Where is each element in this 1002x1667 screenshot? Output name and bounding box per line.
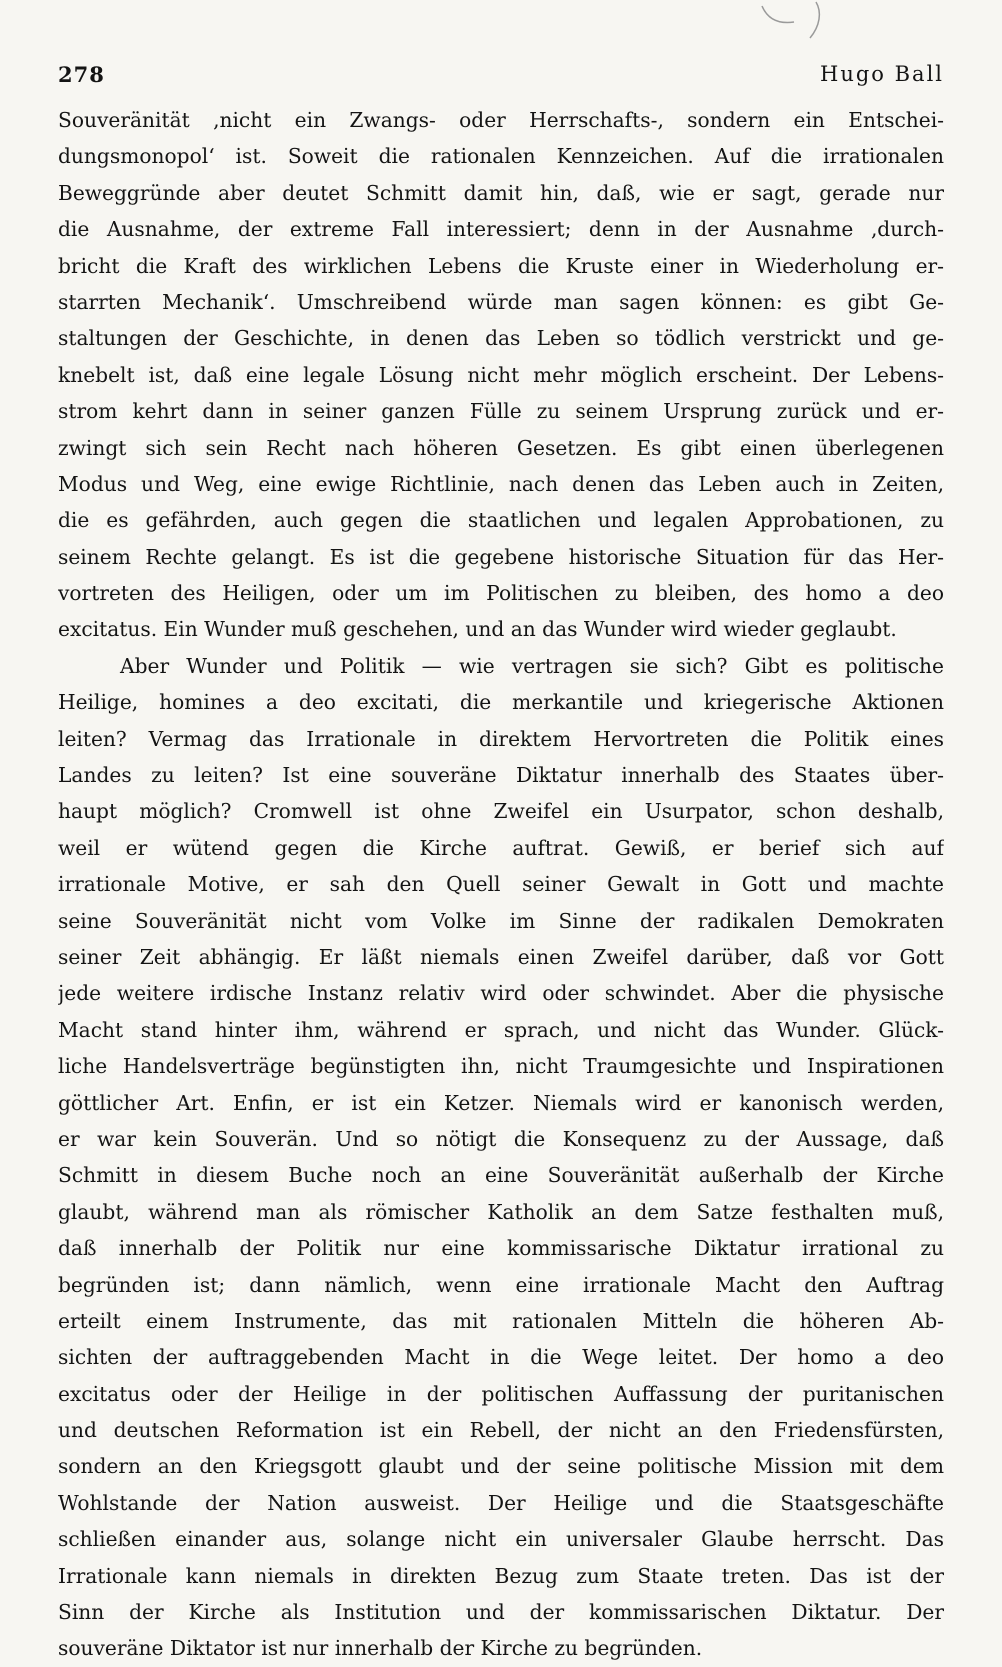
text-line: und deutschen Reformation ist ein Rebell, der nicht an den Friedensfürsten,	[58, 1418, 944, 1443]
text-line: schließen einander aus, solange nicht ein universaler Glaube herrscht. Das	[58, 1527, 944, 1552]
text-line: leiten? Vermag das Irrationale in direktem Hervortreten die Politik eines	[58, 726, 944, 751]
text-line: die es gefährden, auch gegen die staatlichen und legalen Approbationen, zu	[58, 508, 944, 533]
text-line: haupt möglich? Cromwell ist ohne Zweifel ein Usurpator, schon deshalb,	[58, 799, 944, 824]
text-line: er war kein Souverän. Und so nötigt die Konsequenz zu der Aussage, daß	[58, 1126, 944, 1151]
text-line: Macht stand hinter ihm, während er sprach, und nicht das Wunder. Glück-	[58, 1017, 944, 1042]
text-line: Sinn der Kirche als Institution und der kommissarischen Diktatur. Der	[58, 1600, 944, 1625]
text-line: göttlicher Art. Enfin, er ist ein Ketzer. Niemals wird er kanonisch werden,	[58, 1090, 944, 1115]
text-line: erteilt einem Instrumente, das mit rationalen Mitteln die höheren Ab-	[58, 1308, 944, 1333]
text-line: glaubt, während man als römischer Katholik an dem Satze festhalten muß,	[58, 1199, 944, 1224]
scan-mark	[760, 0, 830, 40]
text-line: Modus und Weg, eine ewige Richtlinie, nach denen das Leben auch in Zeiten,	[58, 471, 944, 496]
text-line: Wohlstande der Nation ausweist. Der Heilige und die Staatsgeschäfte	[58, 1490, 944, 1515]
paragraph-end-line: excitatus. Ein Wunder muß geschehen, und an das Wunder wird wieder geglaubt.	[58, 617, 897, 642]
text-line: zwingt sich sein Recht nach höheren Gesetzen. Es gibt einen überlegenen	[58, 435, 944, 460]
text-line: vortreten des Heiligen, oder um im Politischen zu bleiben, des homo a deo	[58, 581, 944, 606]
text-line: seiner Zeit abhängig. Er läßt niemals einen Zweifel darüber, daß vor Gott	[58, 944, 944, 969]
text-line: excitatus oder der Heilige in der politischen Auffassung der puritanischen	[58, 1381, 944, 1406]
text-line: starrten Mechanik‘. Umschreibend würde man sagen können: es gibt Ge-	[58, 289, 944, 314]
text-line: sondern an den Kriegsgott glaubt und der seine politische Mission mit dem	[58, 1454, 944, 1479]
text-line: staltungen der Geschichte, in denen das Leben so tödlich verstrickt und ge-	[58, 326, 944, 351]
text-line: bricht die Kraft des wirklichen Lebens die Kruste einer in Wiederholung er-	[58, 253, 944, 278]
page-header	[58, 62, 944, 98]
page-number: 278	[58, 62, 105, 87]
paragraph-first-line: Aber Wunder und Politik — wie vertragen sie sich? Gibt es politische	[120, 653, 944, 678]
paragraph-end-line: souveräne Diktator ist nur innerhalb der Kirche zu begründen.	[58, 1636, 703, 1661]
text-line: strom kehrt dann in seiner ganzen Fülle zu seinem Ursprung zurück und er-	[58, 399, 944, 424]
text-line: daß innerhalb der Politik nur eine kommissarische Diktatur irrational zu	[58, 1236, 944, 1261]
running-head: Hugo Ball	[820, 62, 944, 86]
text-line: Schmitt in diesem Buche noch an eine Souveränität außerhalb der Kirche	[58, 1163, 944, 1188]
text-line: sichten der auftraggebenden Macht in die Wege leitet. Der homo a deo	[58, 1345, 944, 1370]
text-line: irrationale Motive, er sah den Quell seiner Gewalt in Gott und machte	[58, 872, 944, 897]
text-line: Souveränität ‚nicht ein Zwangs- oder Herrschafts-, sondern ein Entschei-	[58, 108, 944, 132]
text-line: Landes zu leiten? Ist eine souveräne Diktatur innerhalb des Staates über-	[58, 763, 944, 788]
text-line: weil er wütend gegen die Kirche auftrat. Gewiß, er berief sich auf	[58, 835, 944, 860]
text-line: Heilige, homines a deo excitati, die merkantile und kriegerische Aktionen	[58, 690, 944, 715]
text-line: die Ausnahme, der extreme Fall interessiert; denn in der Ausnahme ‚durch-	[58, 217, 944, 242]
text-line: seinem Rechte gelangt. Es ist die gegebene historische Situation für das Her-	[58, 544, 944, 569]
text-line: seine Souveränität nicht vom Volke im Sinne der radikalen Demokraten	[58, 908, 944, 933]
text-line: knebelt ist, daß eine legale Lösung nicht mehr möglich erscheint. Der Lebens-	[58, 362, 944, 387]
text-line: liche Handelsverträge begünstigten ihn, nicht Traumgesichte und Inspirationen	[58, 1054, 944, 1079]
text-line: Irrationale kann niemals in direkten Bezug zum Staate treten. Das ist der	[58, 1563, 944, 1588]
text-line: dungsmonopol‘ ist. Soweit die rationalen Kennzeichen. Auf die irrationalen	[58, 144, 944, 169]
body-text	[58, 102, 944, 1667]
text-line: Beweggründe aber deutet Schmitt damit hin, daß, wie er sagt, gerade nur	[58, 180, 944, 205]
text-line: jede weitere irdische Instanz relativ wird oder schwindet. Aber die physische	[58, 981, 944, 1006]
text-line: begründen ist; dann nämlich, wenn eine irrationale Macht den Auftrag	[58, 1272, 944, 1297]
